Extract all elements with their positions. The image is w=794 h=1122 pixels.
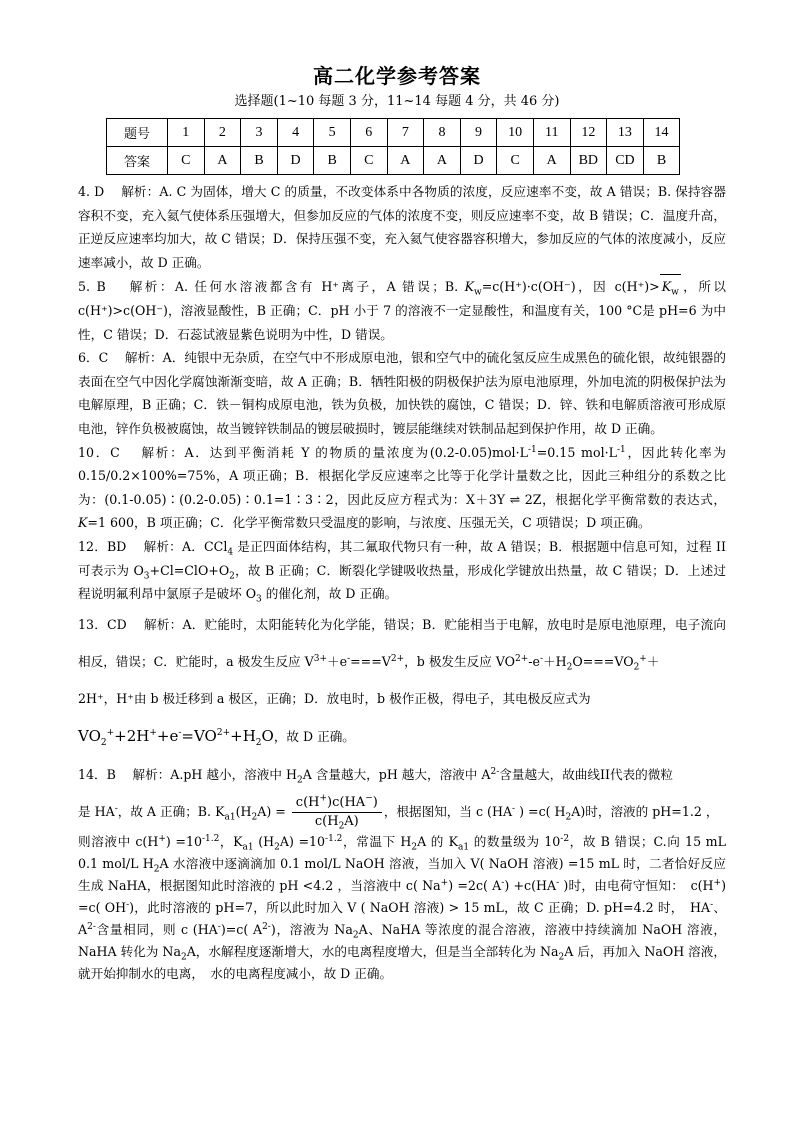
table-cell: 10 bbox=[497, 119, 534, 147]
table-cell: 4 bbox=[277, 119, 314, 147]
table-cell: 5 bbox=[314, 119, 351, 147]
table-cell: A bbox=[204, 147, 241, 175]
table-cell: 14 bbox=[643, 119, 680, 147]
explanation-q14-ka: 是 HA-，故 A 正确；B. $K_{a1}(H_2A)$ = $\frac{c(H^+)c(HA^-)}{c(H_2A)}$ ，根据图知，当 c (HA- ) =c( $H_2A$)时，溶液的 pH=1.2 ， bbox=[78, 793, 719, 832]
explanation-q13-line2: 2H⁺，H⁺由 b 极迁移到 a 极区，正确；D．放电时，b 极作正极，得电子，其电极反应式为 bbox=[78, 690, 591, 706]
answer-table bbox=[106, 118, 680, 175]
table-cell: C bbox=[350, 147, 387, 175]
table-cell: 7 bbox=[387, 119, 424, 147]
table-cell: A bbox=[533, 147, 570, 175]
table-cell: C bbox=[168, 147, 205, 175]
explanations bbox=[78, 180, 726, 985]
table-cell: B bbox=[241, 147, 278, 175]
table-cell: 1 bbox=[168, 119, 205, 147]
table-cell: D bbox=[460, 147, 497, 175]
page-title: 高二化学参考答案 bbox=[313, 64, 481, 88]
table-row-numbers bbox=[107, 119, 680, 147]
explanation-q14: 14．B 解析：A.pH 越小，溶液中 $H_2A$ 含量越大，pH 越大，溶液中 $A^{2-}$含量越大，故曲线II代表的微粒 bbox=[78, 766, 673, 786]
explanation-q13: 13．CD 解析：A．贮能时，太阳能转化为化学能，错误；B．贮能相当于电解，放电时是原电池原理，电子流向相反，错误；C．贮能时，a 极发生反应 $V^{3+}+e^-===V^{2+}$，b 极发生反应 $VO^{2+}-e^-+H_2O===VO_2^++$ bbox=[78, 616, 726, 673]
table-cell: 6 bbox=[350, 119, 387, 147]
table-cell: 12 bbox=[570, 119, 607, 147]
table-cell: A bbox=[424, 147, 461, 175]
explanation-q6: 6．C 解析：A．纯银中无杂质，在空气中不形成原电池，银和空气中的硫化氢反应生成黑色的硫化银，故纯银器的表面在空气中因化学腐蚀渐渐变暗，故 A 正确；B．牺牲阳极的阴极保护法为原电池原理，外加电流的阴极保护法为电解原理，B 正确；C．铁－铜构成原电池，铁为负极，加快铁的腐蚀，C 错误；D．锌、铁和电解质溶液可形成原电池，锌作负极被腐蚀，故当镀锌铁制品的镀层破损时，镀层能继续对铁制品起到保护作用，故 D 正确。 bbox=[78, 350, 726, 436]
table-cell: 8 bbox=[424, 119, 461, 147]
table-cell: 9 bbox=[460, 119, 497, 147]
page-subtitle: 选择题(1~10 每题 3 分，11~14 每题 4 分，共 46 分) bbox=[234, 94, 560, 109]
table-cell: 11 bbox=[533, 119, 570, 147]
table-cell: B bbox=[314, 147, 351, 175]
explanation-q13-equation: $VO_2^++2H^++e^-=VO^{2+}+H_2O$，故 D 正确。 bbox=[78, 726, 355, 748]
explanation-q10: 10．C 解析：A．达到平衡消耗 Y 的物质的量浓度为$(0.2-0.05)mol\cdot L^{-1}=0.15$ $mol\cdot L^{-1}$，因此转化率为 0.15/0.2×100%=75%，A 项正确；B．根据化学反应速率之比等于化学计量数之比，因此三种组分的系数之比为：(0.1-0.05)∶(0.2-0.05)∶0.1=1∶3∶2，因此反应方程式为：X＋3Y ⇌ 2Z，根据化学平衡常数的表达式，K=1 600，B 项正确；C．化学平衡常数只受温度的影响，与浓度、压强无关，C 项错误；D 项正确。 bbox=[78, 444, 727, 531]
table-cell: 2 bbox=[204, 119, 241, 147]
table-cell: D bbox=[277, 147, 314, 175]
table-cell: C bbox=[497, 147, 534, 175]
table-row-answers bbox=[107, 147, 680, 175]
table-cell: CD bbox=[607, 147, 644, 175]
explanation-q14-rest: 则溶液中 $c(H^+) =10^{-1.2}$，$K_{a1}$ $(H_2A) =10^{-1.2}$，常温下 $H_2A$ 的 $K_{a1}$ 的数量级为 $10^{-2}$，故 B 错误；C.向 15 mL 0.1 mol/L $H_2A$ 水溶液中逐滴滴加 0.1 mol/L NaOH 溶液，当加入 V( NaOH 溶液) =15 mL 时，二者恰好反应生成 NaHA，根据图知此时溶液的 pH <4.2 ，当溶液中 c( Na+) =2c( A-) +c(HA- )时，由电荷守恒知： c(H+) =c( OH-)，此时溶液的 pH=7，所以此时加入 V ( NaOH 溶液) > 15 mL，故 C 正确；D. pH=4.2 时， HA-、$A^{2-}$含量相同，则 c (HA-)=c( $A^{2-}$)，溶液为 $Na_2A$、NaHA 等浓度的混合溶液，溶液中持续滴加 NaOH 溶液，NaHA 转化为 $Na_2A$，水解程度逐渐增大，水的电离程度增大，但是当全部转化为 $Na_2A$ 后，再加入 NaOH 溶液，就开始抑制水的电离， 水的电离程度减小，故 D 正确。 bbox=[78, 833, 727, 981]
explanation-q12: 12．BD 解析：A．CCl$_4$ 是正四面体结构，其二氟取代物只有一种，故 A 错误；B．根据题中信息可知，过程 II 可表示为 $O_3+Cl=ClO+O_2$，故 B 正确；C．断裂化学键吸收热量，形成化学键放出热量，故 C 错误；D．上述过程说明氟利昂中氯原子是破坏 $O_3$ 的催化剂，故 D 正确。 bbox=[78, 538, 727, 605]
explanation-q5: 5. B 解析：A. 任何水溶液都含有 H⁺离子，A 错误；B. $K_w=c(H^+)\cdot c(OH^-)$，因 $c(H^+)> K_w$ ，所以 c(H⁺)>c(OH⁻)，溶液显酸性，B 正确；C．pH 小于 7 的溶液不一定显酸性，和温度有关，100 °C是 pH=6 为中性，C 错误；D．石蕊试液显紫色说明为中性，D 错误。 bbox=[78, 274, 726, 346]
table-header-answer: 答案 bbox=[107, 147, 168, 175]
ka-fraction: $\frac{c(H^+)c(HA^-)}{c(H_2A)}$ bbox=[292, 794, 382, 831]
table-cell: 13 bbox=[607, 119, 644, 147]
table-cell: BD bbox=[570, 147, 607, 175]
explanation-q4: 4. D 解析：A. C 为固体，增大 C 的质量，不改变体系中各物质的浓度，反应速率不变，故 A 错误；B. 保持容器容积不变，充入氦气使体系压强增大，但参加反应的气体的浓度不变，则反应速率不变，故 B 错误；C．温度升高，正逆反应速率均加大，故 C 错误；D．保持压强不变，充入氦气使容器容积增大，参加反应的气体的浓度减小，反应速率减小，故 D 正确。 bbox=[78, 184, 726, 270]
table-cell: B bbox=[643, 147, 680, 175]
table-cell: A bbox=[387, 147, 424, 175]
table-header-number: 题号 bbox=[107, 119, 168, 147]
table-cell: 3 bbox=[241, 119, 278, 147]
